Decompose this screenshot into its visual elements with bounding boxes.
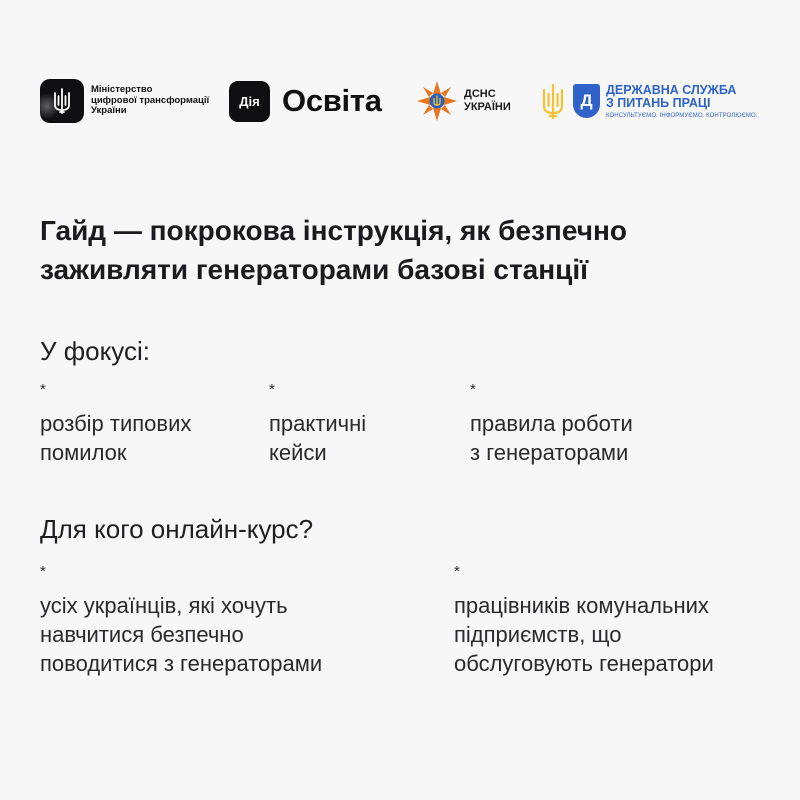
derzhpraci-logo <box>539 78 758 124</box>
dsns-name <box>464 88 511 114</box>
dsns-logo <box>416 78 511 124</box>
audience-item <box>454 564 714 678</box>
audience-title: Для кого онлайн-курс? <box>40 514 314 544</box>
dsns-line-1: ДСНС <box>464 88 496 100</box>
bullet-star: * <box>454 563 460 580</box>
diia-badge: Дія <box>229 81 270 122</box>
ministry-line-1: Міністерство <box>91 84 153 96</box>
derzhpraci-text <box>606 84 758 119</box>
derzhpraci-line-2: З ПИТАНЬ ПРАЦІ <box>606 95 711 110</box>
bullet-star: * <box>269 381 275 398</box>
focus-item-text: правила роботи з генераторами <box>470 411 633 465</box>
audience-item-text: усіх українців, які хочуть навчитися безпечно поводитися з генераторами <box>40 593 323 676</box>
osvita-wordmark: Освіта <box>282 83 382 118</box>
derzhpraci-title <box>606 84 758 110</box>
page-headline: Гайд — покрокова інструкція, як безпечно заживляти генераторами базові станції <box>40 215 627 285</box>
focus-item-text: практичні кейси <box>269 411 367 465</box>
focus-item <box>269 382 366 467</box>
dsns-emblem-icon <box>416 80 458 122</box>
focus-item <box>40 382 191 467</box>
derzhpraci-slogan: КОНСУЛЬТУЄМО. ІНФОРМУЄМО. КОНТРОЛЮЄМО. <box>606 112 758 119</box>
derzhpraci-line-1: ДЕРЖАВНА СЛУЖБА <box>606 82 737 97</box>
focus-item <box>470 382 633 467</box>
bullet-star: * <box>470 381 476 398</box>
ministry-line-2: цифрової трансформації <box>91 94 210 106</box>
audience-item <box>40 564 322 678</box>
ministry-logo <box>40 78 221 124</box>
partner-logos <box>40 78 760 124</box>
yellow-trident-icon <box>539 82 567 120</box>
ministry-name <box>91 85 221 117</box>
dsns-line-2: УКРАЇНИ <box>464 101 511 113</box>
audience-item-text: працівників комунальних підприємств, що обслуговують генератори <box>454 593 714 676</box>
diia-osvita-logo <box>229 78 382 124</box>
bullet-star: * <box>40 381 46 398</box>
focus-item-text: розбір типових помилок <box>40 411 192 465</box>
ministry-line-3: України <box>91 105 127 117</box>
bullet-star: * <box>40 563 46 580</box>
derzhpraci-shield-icon: Д <box>573 84 600 118</box>
focus-title: У фокусі: <box>40 336 150 366</box>
trident-icon <box>40 79 84 123</box>
